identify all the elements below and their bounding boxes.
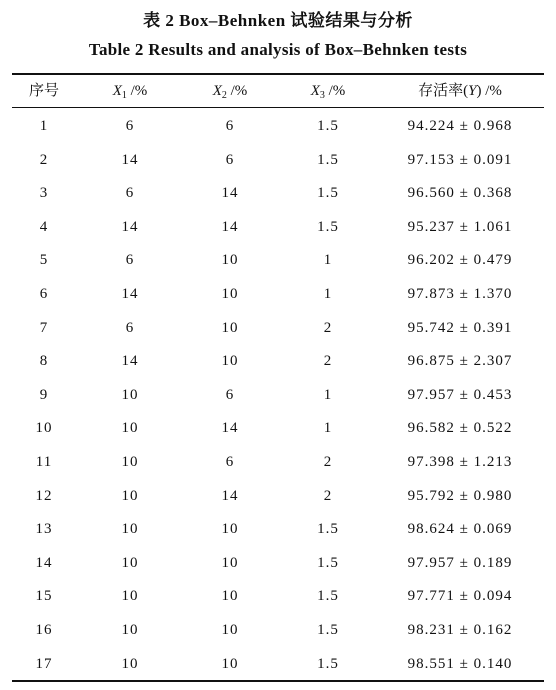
cell-x1: 6 xyxy=(125,252,135,269)
header-y-suffix: ) /% xyxy=(476,83,502,99)
cell-x2: 10 xyxy=(221,588,239,605)
cell-no: 8 xyxy=(39,353,49,370)
header-x1-subscript: 1 xyxy=(121,90,127,101)
cell-x2: 10 xyxy=(221,655,239,672)
cell-survival-rate: 95.742 ± 0.391 xyxy=(407,319,513,336)
table-row xyxy=(0,177,556,211)
table-row xyxy=(0,110,556,144)
cell-no: 16 xyxy=(35,621,53,638)
cell-x1: 10 xyxy=(121,588,139,605)
cell-survival-rate: 98.231 ± 0.162 xyxy=(407,621,513,638)
table-title-english: Table 2 Results and analysis of Box–Behnken tests xyxy=(88,40,468,59)
cell-x3: 1 xyxy=(323,386,333,403)
cell-no: 7 xyxy=(39,319,49,336)
table-row xyxy=(0,312,556,346)
header-x2-variable: X xyxy=(212,83,222,99)
cell-x1: 6 xyxy=(125,118,135,134)
cell-survival-rate: 95.792 ± 0.980 xyxy=(407,487,513,504)
table-row xyxy=(0,278,556,312)
cell-x2: 10 xyxy=(221,285,239,302)
cell-x3: 1.5 xyxy=(317,118,339,134)
cell-x2: 10 xyxy=(221,554,239,571)
table-row xyxy=(0,412,556,446)
cell-x3: 2 xyxy=(323,453,333,470)
table-row xyxy=(0,580,556,614)
cell-no: 6 xyxy=(39,285,49,302)
cell-x2: 14 xyxy=(221,487,239,504)
cell-no: 3 xyxy=(39,185,49,202)
table-header-rule xyxy=(12,107,544,108)
cell-survival-rate: 97.957 ± 0.453 xyxy=(407,386,513,403)
cell-survival-rate: 96.202 ± 0.479 xyxy=(407,252,513,269)
cell-no: 2 xyxy=(39,151,49,168)
header-survival-rate xyxy=(380,79,540,103)
cell-survival-rate: 97.771 ± 0.094 xyxy=(407,588,513,605)
cell-no: 5 xyxy=(39,252,49,269)
table-row xyxy=(0,345,556,379)
cell-x1: 10 xyxy=(121,621,139,638)
header-x2 xyxy=(190,79,270,103)
cell-survival-rate: 97.873 ± 1.370 xyxy=(407,285,513,302)
header-sequence-number: 序号 xyxy=(28,83,59,99)
cell-x3: 1 xyxy=(323,252,333,269)
cell-x2: 14 xyxy=(221,185,239,202)
table-top-rule xyxy=(12,73,544,75)
header-x1-variable: X xyxy=(112,83,122,99)
cell-survival-rate: 97.153 ± 0.091 xyxy=(407,151,513,168)
cell-x1: 10 xyxy=(121,521,139,538)
cell-survival-rate: 98.551 ± 0.140 xyxy=(407,655,513,672)
cell-survival-rate: 95.237 ± 1.061 xyxy=(407,218,513,235)
cell-x3: 1.5 xyxy=(317,655,339,672)
table-row xyxy=(0,446,556,480)
table-body xyxy=(0,110,556,681)
cell-x2: 10 xyxy=(221,621,239,638)
header-x3-variable: X xyxy=(310,83,320,99)
header-x2-unit: /% xyxy=(226,83,248,99)
table-row xyxy=(0,648,556,682)
cell-no: 4 xyxy=(39,218,49,235)
cell-x1: 10 xyxy=(121,487,139,504)
cell-survival-rate: 94.224 ± 0.968 xyxy=(407,118,513,134)
cell-survival-rate: 97.957 ± 0.189 xyxy=(407,554,513,571)
cell-x1: 10 xyxy=(121,420,139,437)
cell-x2: 6 xyxy=(225,386,235,403)
cell-x1: 10 xyxy=(121,386,139,403)
cell-x3: 2 xyxy=(323,319,333,336)
cell-x2: 6 xyxy=(225,118,235,134)
header-x1 xyxy=(90,79,170,103)
cell-x3: 1.5 xyxy=(317,588,339,605)
cell-x3: 1.5 xyxy=(317,185,339,202)
cell-x3: 2 xyxy=(323,353,333,370)
cell-survival-rate: 96.875 ± 2.307 xyxy=(407,353,513,370)
cell-no: 11 xyxy=(35,453,53,470)
header-x3-subscript: 3 xyxy=(319,90,325,101)
cell-x1: 14 xyxy=(121,151,139,168)
cell-no: 14 xyxy=(35,554,53,571)
cell-x3: 1.5 xyxy=(317,554,339,571)
header-y-prefix: 存活率( xyxy=(418,83,469,99)
table-row xyxy=(0,547,556,581)
cell-x3: 1.5 xyxy=(317,521,339,538)
header-x3 xyxy=(288,79,368,103)
cell-no: 1 xyxy=(39,118,49,134)
table-row xyxy=(0,614,556,648)
cell-x3: 1.5 xyxy=(317,151,339,168)
table-title-chinese: 表 2 Box–Behnken 试验结果与分析 xyxy=(143,11,413,30)
cell-no: 13 xyxy=(35,521,53,538)
cell-x2: 6 xyxy=(225,151,235,168)
cell-x3: 1.5 xyxy=(317,218,339,235)
cell-x1: 14 xyxy=(121,218,139,235)
cell-x1: 10 xyxy=(121,453,139,470)
cell-x3: 1 xyxy=(323,420,333,437)
cell-survival-rate: 98.624 ± 0.069 xyxy=(407,521,513,538)
cell-x2: 6 xyxy=(225,453,235,470)
cell-x2: 10 xyxy=(221,353,239,370)
cell-x1: 10 xyxy=(121,655,139,672)
cell-survival-rate: 96.560 ± 0.368 xyxy=(407,185,513,202)
header-x1-unit: /% xyxy=(126,83,148,99)
header-x2-subscript: 2 xyxy=(221,90,227,101)
cell-survival-rate: 96.582 ± 0.522 xyxy=(407,420,513,437)
table-bottom-rule xyxy=(12,680,544,682)
cell-x2: 10 xyxy=(221,521,239,538)
cell-no: 12 xyxy=(35,487,53,504)
cell-x1: 14 xyxy=(121,353,139,370)
cell-x2: 14 xyxy=(221,420,239,437)
cell-no: 9 xyxy=(39,386,49,403)
cell-x2: 10 xyxy=(221,252,239,269)
header-y-variable: Y xyxy=(468,83,477,99)
cell-x1: 6 xyxy=(125,319,135,336)
table-row xyxy=(0,244,556,278)
cell-x3: 1 xyxy=(323,285,333,302)
cell-no: 10 xyxy=(35,420,53,437)
table-row xyxy=(0,379,556,413)
cell-no: 17 xyxy=(35,655,53,672)
cell-x2: 10 xyxy=(221,319,239,336)
table-row xyxy=(0,513,556,547)
table-row xyxy=(0,144,556,178)
cell-x1: 14 xyxy=(121,285,139,302)
header-x3-unit: /% xyxy=(324,83,346,99)
cell-x1: 10 xyxy=(121,554,139,571)
cell-x3: 1.5 xyxy=(317,621,339,638)
table-row xyxy=(0,211,556,245)
table-row xyxy=(0,480,556,514)
cell-x1: 6 xyxy=(125,185,135,202)
cell-survival-rate: 97.398 ± 1.213 xyxy=(407,453,513,470)
cell-x3: 2 xyxy=(323,487,333,504)
cell-x2: 14 xyxy=(221,218,239,235)
cell-no: 15 xyxy=(35,588,53,605)
